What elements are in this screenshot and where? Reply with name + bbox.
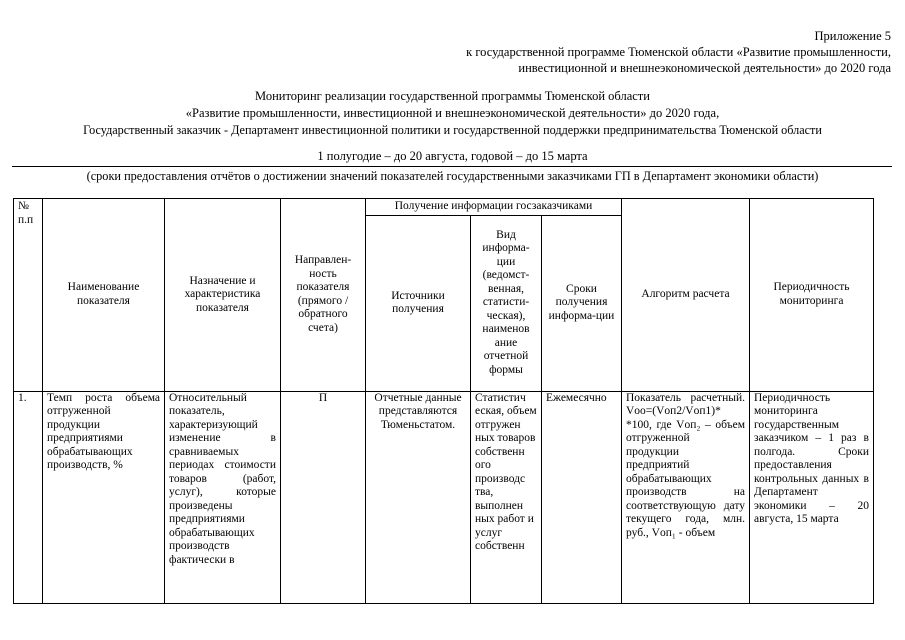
header-algorithm: Алгоритм расчета (622, 199, 750, 392)
deadlines-note: (сроки предоставления отчётов о достижении значений показателей государственными заказчиками ГП в Департамент экономики области) (86, 169, 819, 183)
deadlines-text: 1 полугодие – до 20 августа, годовой – до 15 марта (317, 149, 588, 163)
header-sources: Источники получения (366, 215, 471, 391)
table-row (14, 391, 874, 603)
row-sources: Отчетные данные представляются Тюменьстатом. (366, 391, 471, 603)
row-periodicity: Периодичность мониторинга государственным заказчиком – 1 раз в полгода. Сроки предоставления контрольных данных в Департамент экономики – 20 августа, 15 марта (750, 391, 874, 603)
title-line-2: «Развитие промышленности, инвестиционной и внешнеэкономической деятельности» до 2020 года, (185, 106, 720, 120)
header-num: № п.п (14, 199, 43, 392)
row-name: Темп роста объема отгруженной продукции предприятиями обрабатывающих производств, % (43, 391, 165, 603)
header-direction: Направлен-ность показателя (прямого /обратного счета) (281, 199, 366, 392)
appendix-label: Приложение 5 (814, 29, 891, 43)
header-info-type: Вид информа-ции (ведомст-венная, статисти-ческая), наименов ание отчетной формы (471, 215, 542, 391)
row-num: 1. (14, 391, 43, 603)
appendix-line-2: инвестиционной и внешнеэкономической деятельности» до 2020 года (518, 61, 891, 75)
appendix-line-1: к государственной программе Тюменской области «Развитие промышленности, (466, 45, 891, 59)
title-line-3: Государственный заказчик - Департамент инвестиционной политики и государственной поддержки предпринимательства Тюменской области (83, 123, 822, 137)
monitoring-table (13, 198, 874, 604)
header-periodicity: Периодичность мониторинга (750, 199, 874, 392)
header-info-group: Получение информации госзаказчиками (366, 199, 622, 216)
title-line-1: Мониторинг реализации государственной программы Тюменской области (255, 89, 650, 103)
header-purpose: Назначение и характеристика показателя (165, 199, 281, 392)
header-receipt-terms: Сроки получения информа-ции (542, 215, 622, 391)
row-info-type: Статистич еская, объем отгружен ных товаров собственн ого производс тва, выполнен ных работ и услуг собственн (471, 391, 542, 603)
row-purpose: Относительный показатель, характеризующий изменение в сравниваемых периодах стоимости товаров (работ, услуг), которые произведены предприятиями обрабатывающих производств фактически в (165, 391, 281, 603)
row-receipt-terms: Ежемесячно (542, 391, 622, 603)
row-direction: П (281, 391, 366, 603)
divider-line (12, 166, 892, 167)
header-name: Наименование показателя (43, 199, 165, 392)
row-algorithm: Показатель расчетный. Vоо=(Vоп2/Vоп1)* *100, где Vоп₂ – объем отгруженной продукции предприятий обрабатывающих производств на соответствующую дату текущего года, млн. руб., Vоп₁ - объем (622, 391, 750, 603)
table-header-row (14, 199, 874, 216)
